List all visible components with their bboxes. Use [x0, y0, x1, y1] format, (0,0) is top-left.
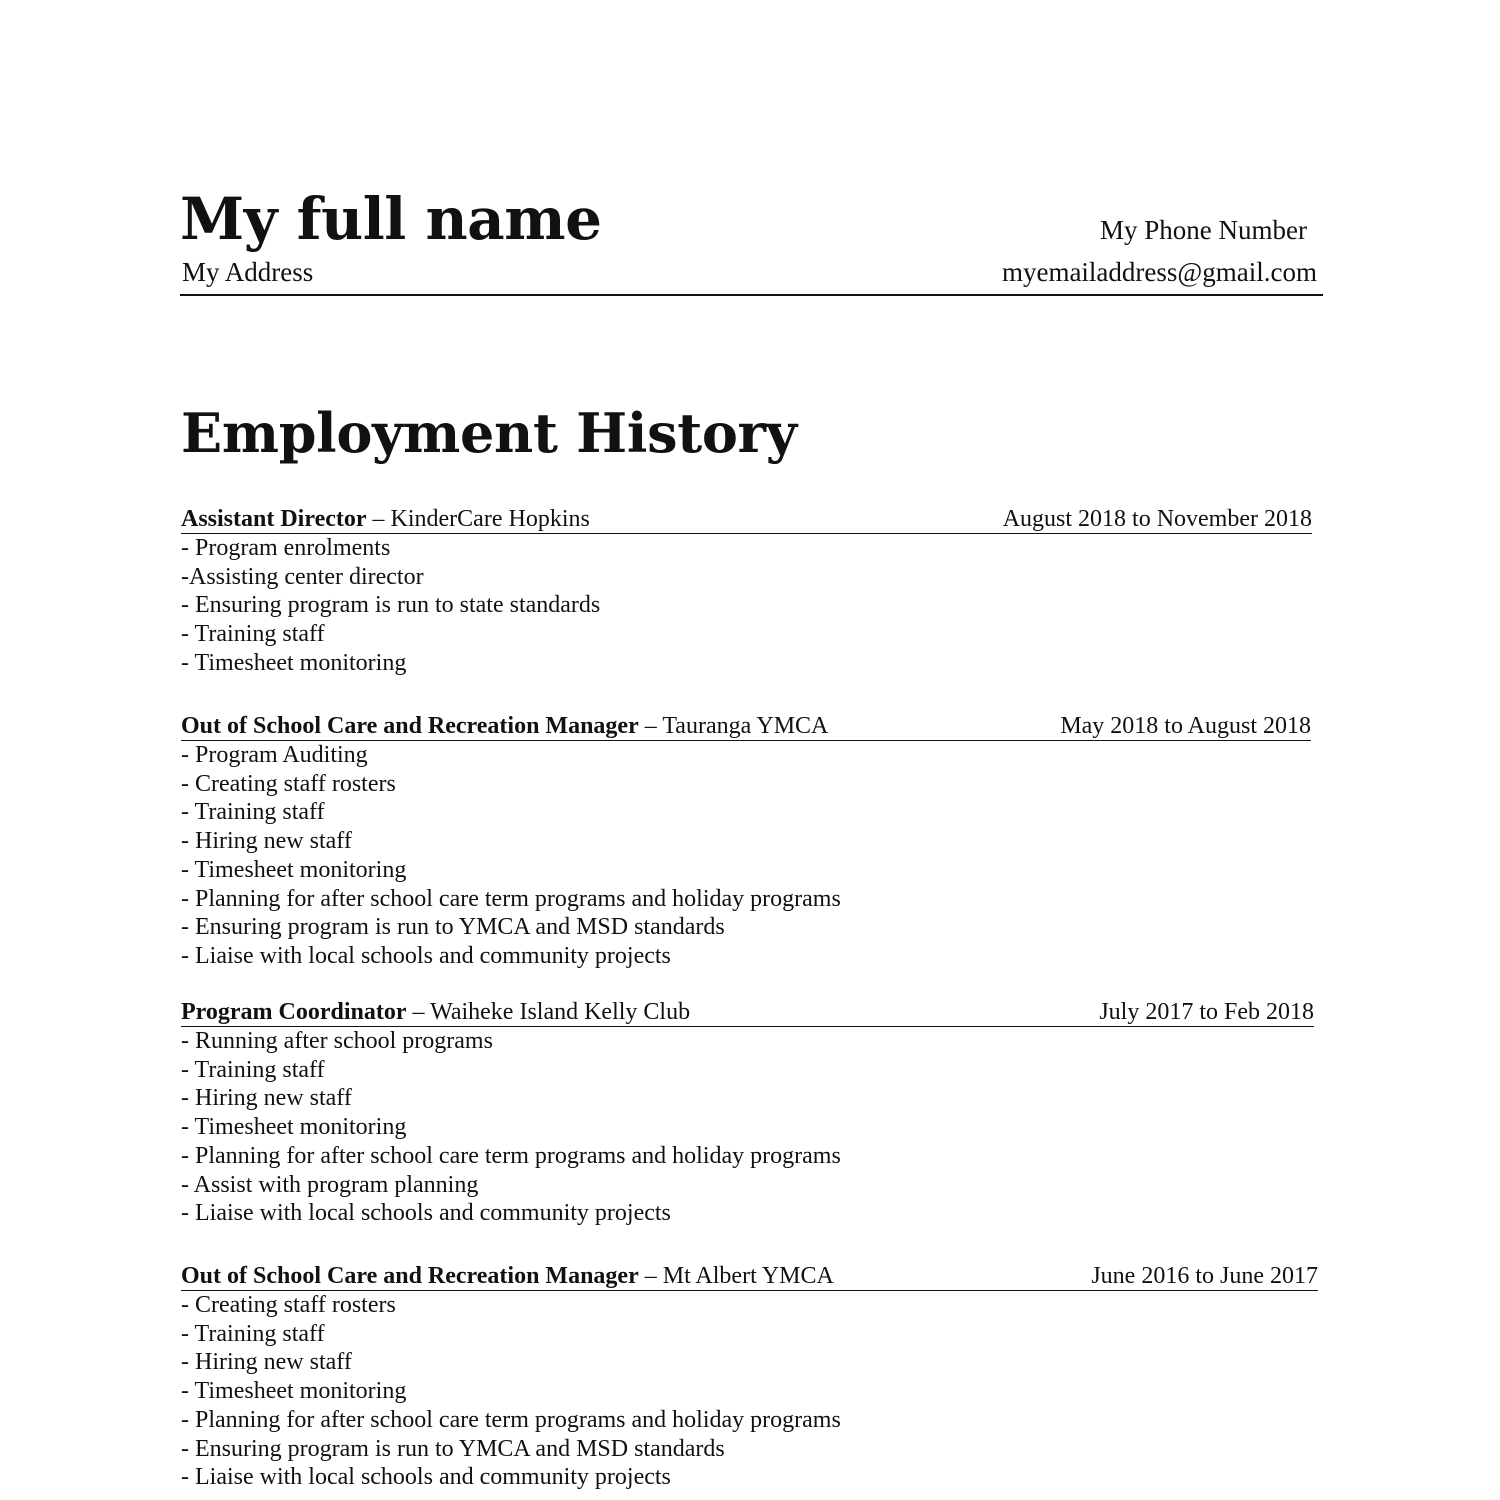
duty-item: - Hiring new staff [181, 1349, 352, 1376]
job-header [181, 712, 1311, 741]
job-entry-2 [181, 712, 1311, 971]
address: My Address [182, 257, 314, 287]
duty-item: - Ensuring program is run to state standards [181, 592, 601, 619]
job-separator: – [406, 999, 431, 1025]
job-employer: Tauranga YMCA [662, 713, 829, 739]
job-employer: KinderCare Hopkins [390, 506, 590, 532]
duty-item: - Running after school programs [181, 1028, 493, 1054]
duty-item: - Planning for after school care term programs and holiday programs [181, 1142, 841, 1169]
phone-number: My Phone Number [1100, 215, 1307, 245]
duty-item: - Liaise with local schools and community projects [181, 1464, 671, 1491]
duty-item: - Hiring new staff [181, 1085, 352, 1112]
job-employer: Waiheke Island Kelly Club [430, 999, 691, 1025]
job-header [181, 998, 1314, 1027]
job-employer: Mt Albert YMCA [662, 1263, 834, 1289]
duty-item: - Hiring new staff [181, 828, 352, 855]
duty-item: - Creating staff rosters [181, 770, 396, 797]
duty-item: - Planning for after school care term programs and holiday programs [181, 885, 841, 912]
duty-item: - Training staff [181, 1056, 325, 1083]
job-title: Out of School Care and Recreation Manager [181, 713, 639, 739]
duty-item: - Timesheet monitoring [181, 1378, 407, 1405]
duty-item: - Timesheet monitoring [181, 856, 407, 883]
job-entry-4 [181, 1262, 1318, 1492]
job-duties-list [181, 741, 1311, 971]
duty-item: - Ensuring program is run to YMCA and MSD standards [181, 914, 725, 941]
job-dates: June 2016 to June 2017 [1091, 1263, 1318, 1289]
job-header [181, 1262, 1318, 1291]
duty-item: - Timesheet monitoring [181, 649, 407, 676]
job-title: Assistant Director [181, 506, 367, 532]
duty-item: -Assisting center director [181, 563, 424, 590]
job-title: Out of School Care and Recreation Manager [181, 1263, 639, 1289]
duty-item: - Training staff [181, 799, 325, 826]
job-separator: – [366, 506, 391, 532]
duty-item: - Training staff [181, 621, 325, 648]
duty-item: - Training staff [181, 1320, 325, 1347]
job-header [181, 505, 1312, 534]
duty-item: - Program enrolments [181, 535, 391, 561]
job-separator: – [638, 1263, 663, 1289]
full-name: My full name [180, 185, 602, 253]
duty-item: - Timesheet monitoring [181, 1114, 407, 1141]
job-entry-1 [181, 505, 1312, 678]
job-entry-3 [181, 998, 1314, 1228]
duty-item: - Planning for after school care term programs and holiday programs [181, 1406, 841, 1433]
duty-item: - Assist with program planning [181, 1171, 479, 1198]
resume-header [180, 186, 1323, 296]
job-duties-list [181, 1291, 1318, 1492]
job-dates: May 2018 to August 2018 [1060, 713, 1311, 739]
section-title-employment-history: Employment History [181, 401, 797, 465]
job-title: Program Coordinator [181, 999, 407, 1025]
job-duties-list [181, 1027, 1314, 1228]
email-address: myemailaddress@gmail.com [1001, 257, 1317, 287]
job-dates: July 2017 to Feb 2018 [1099, 999, 1314, 1025]
duty-item: - Liaise with local schools and community projects [181, 1200, 671, 1227]
job-dates: August 2018 to November 2018 [1002, 506, 1312, 532]
duty-item: - Program Auditing [181, 742, 368, 768]
job-duties-list [181, 534, 1312, 678]
duty-item: - Creating staff rosters [181, 1292, 396, 1318]
job-separator: – [638, 713, 663, 739]
duty-item: - Ensuring program is run to YMCA and MSD standards [181, 1435, 725, 1462]
duty-item: - Liaise with local schools and community projects [181, 942, 671, 969]
